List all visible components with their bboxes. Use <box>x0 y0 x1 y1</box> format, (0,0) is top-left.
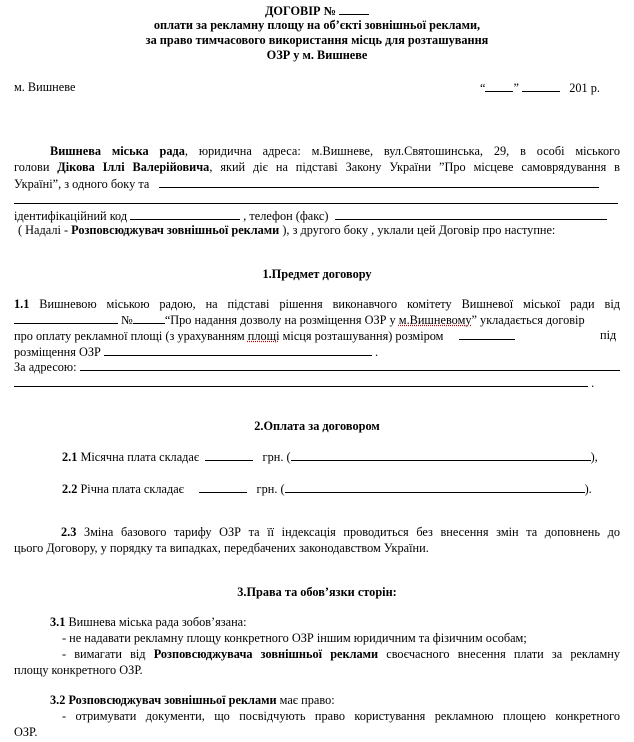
annual-payment-line: 2.2 Річна плата складає грн. ( ). <box>62 482 592 496</box>
section-2-heading: 2.Оплата за договором <box>254 419 380 433</box>
section-1-line-2: № “Про надання дозволу на розміщення ОЗР у м.Вишневому” укладається договір <box>14 311 585 328</box>
council-obligation-2: - вимагати від Розповсюджувача зовнішньої реклами своєчасного внесення плати за рекламну <box>62 647 621 661</box>
parties-line-id: ідентифікаційний код , телефон (факс) <box>14 207 607 224</box>
tariff-change-line-1: 2.3 Зміна базового тарифу ОЗР та її індексація проводиться без внесення змін та доповнень до <box>61 525 620 539</box>
parties-blank-line <box>14 191 618 208</box>
contract-subtitle-1: оплати за рекламну площу на об’єкті зовнішньої реклами, <box>153 18 481 32</box>
section-1-heading: 1.Предмет договору <box>262 267 372 281</box>
council-obligation-1: - не надавати рекламну площу конкретного ОЗР іншим юридичним та фізичним особам; <box>62 631 527 645</box>
section-1-line-1: 1.1 Вишневою міською радою, на підставі рішення виконавчого комітету Вишневої міської ради від <box>14 297 620 311</box>
contract-city: м. Вишневе <box>14 80 76 94</box>
contract-subtitle-3: ОЗР у м. Вишневе <box>266 48 368 62</box>
distributor-rights: 3.2 Розповсюджувач зовнішньої реклами має право: <box>50 693 335 707</box>
section-1-address-cont: . <box>14 374 594 391</box>
distributor-right-1: - отримувати документи, що посвідчують право користування рекламною площею конкретного <box>62 709 620 723</box>
council-obligation-2-cont: площу конкретного ОЗР. <box>14 663 143 677</box>
council-obligations: 3.1 Вишнева міська рада зобов’язана: <box>50 615 247 629</box>
section-1-line-4: розміщення ОЗР . <box>14 345 379 359</box>
section-1-address: За адресою: <box>14 358 620 375</box>
contract-title: ДОГОВІР № <box>0 2 634 19</box>
tariff-change-line-2: цього Договору, у порядку та випадках, передбачених законодавством України. <box>14 541 429 555</box>
section-1-line-3-end: під <box>600 328 617 342</box>
parties-line-2: голови Дікова Іллі Валерійовича, який діє на підставі Закону України ”Про місцеве самоврядування в <box>14 160 620 174</box>
contract-subtitle-2: за право тимчасового використання місць для розташування <box>145 33 489 47</box>
section-3-heading: 3.Права та обов’язки сторін: <box>237 585 397 599</box>
section-1-line-3: про оплату рекламної площі (з урахуванням площі місця розташування) розміром <box>14 327 515 344</box>
parties-line-3: Україні”, з одного боку та <box>14 175 599 192</box>
distributor-right-1-cont: ОЗР. <box>14 725 38 739</box>
monthly-payment-line: 2.1 Місячна плата складає грн. ( ), <box>62 450 598 464</box>
parties-line-distributor: ( Надалі - Розповсюджувач зовнішньої реклами ), з другого боку , уклали цей Договір про наступне: <box>18 223 556 237</box>
parties-line-1: Вишнева міська рада, юридична адреса: м.Вишневе, вул.Святошинська, 29, в особі міського <box>50 144 620 158</box>
contract-date: “ ” 201 р. <box>480 81 600 95</box>
